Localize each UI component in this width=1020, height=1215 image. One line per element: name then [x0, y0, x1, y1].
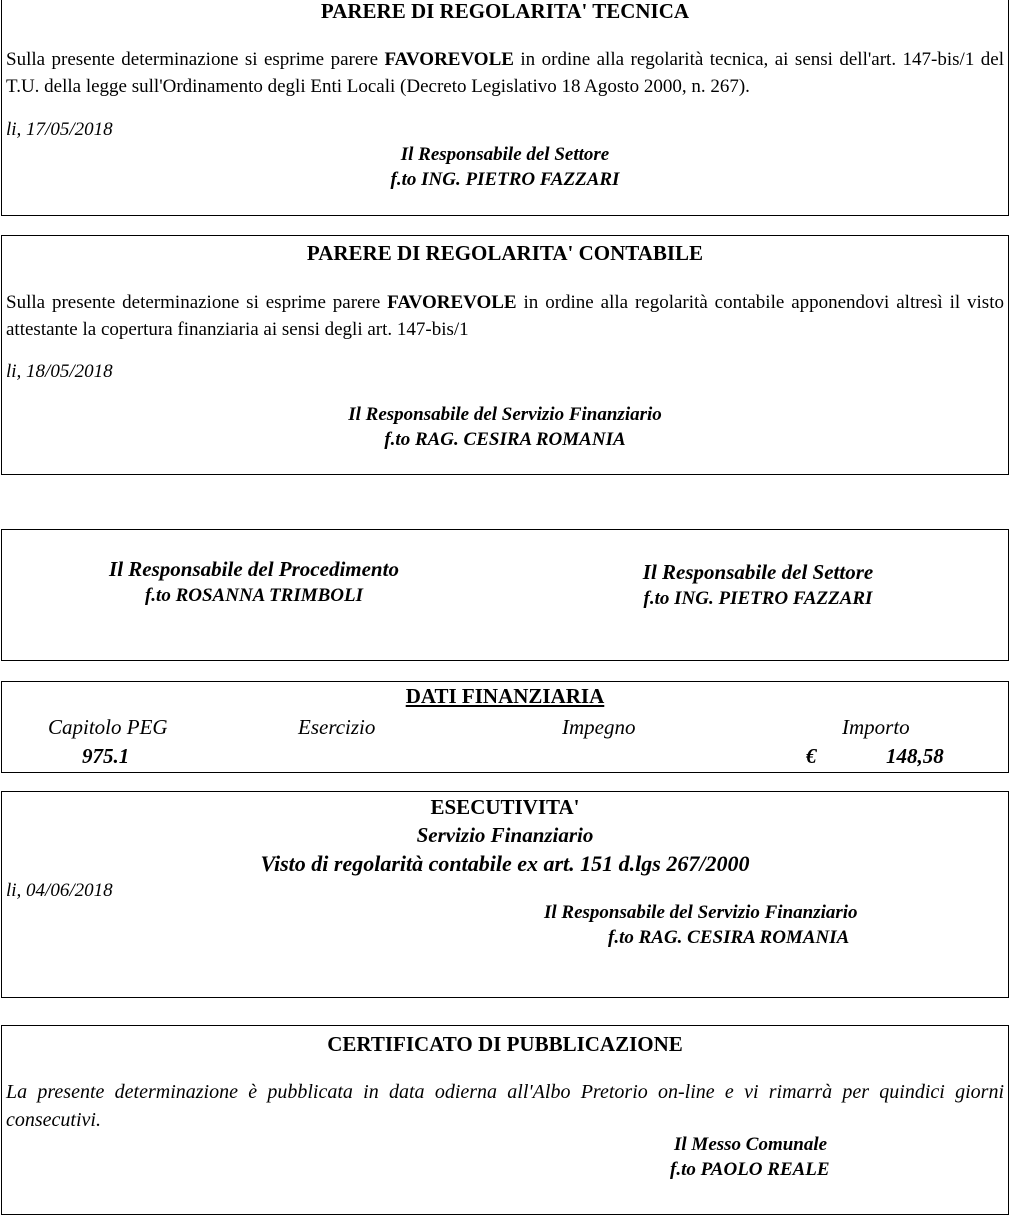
parere-contabile-sig-name: f.to RAG. CESIRA ROMANIA [384, 429, 626, 450]
col-impegno: Impegno [562, 715, 636, 739]
settore-name: f.to ING. PIETRO FAZZARI [643, 588, 873, 609]
parere-tecnica-sig-role: Il Responsabile del Settore [400, 144, 610, 165]
parere-contabile-text [6, 289, 1004, 343]
procedimento-name: f.to ROSANNA TRIMBOLI [144, 585, 364, 606]
text-part: Sulla presente determinazione si esprime parere [6, 292, 388, 313]
pubblicazione-box [1, 1025, 1009, 1215]
dati-finanziaria-box [1, 681, 1009, 773]
favorevole-label: FAVOREVOLE [387, 292, 517, 313]
pubblicazione-title: CERTIFICATO DI PUBBLICAZIONE [327, 1032, 683, 1056]
settore-role: Il Responsabile del Settore [642, 560, 874, 584]
esecutivita-sig-role: Il Responsabile del Servizio Finanziario [544, 902, 858, 923]
col-importo: Importo [842, 715, 910, 739]
pubblicazione-text: La presente determinazione è pubblicata in data odierna all'Albo Pretorio on-line e vi rimarrà per quindici giorni consecutivi. [6, 1081, 1004, 1131]
parere-contabile-box [1, 235, 1009, 475]
esecutivita-date: li, 04/06/2018 [6, 880, 113, 901]
parere-tecnica-sig-name: f.to ING. PIETRO FAZZARI [390, 169, 620, 190]
servizio-finanziario-label: Servizio Finanziario [416, 823, 594, 847]
favorevole-label: FAVOREVOLE [384, 49, 514, 70]
importo-value: 148,58 [886, 744, 944, 768]
text-part: in ordine alla regolarità contabile apponendovi altresì il visto attestante la copertura finanziaria ai sensi degli art. 147-bis/1 [6, 292, 1004, 340]
parere-tecnica-box [1, 0, 1009, 216]
currency-symbol: € [806, 744, 817, 768]
esecutivita-sig-name: f.to RAG. CESIRA ROMANIA [608, 927, 850, 948]
esecutivita-title: ESECUTIVITA' [430, 795, 580, 819]
text-part: Sulla presente determinazione si esprime parere [6, 49, 385, 70]
parere-contabile-date: li, 18/05/2018 [6, 361, 113, 382]
messo-comunale-name: f.to PAOLO REALE [670, 1159, 830, 1180]
capitolo-value: 975.1 [82, 744, 130, 768]
procedimento-role: Il Responsabile del Procedimento [109, 557, 399, 581]
responsabili-box [1, 529, 1009, 661]
col-esercizio: Esercizio [298, 715, 376, 739]
parere-contabile-title: PARERE DI REGOLARITA' CONTABILE [306, 241, 704, 265]
dati-finanziaria-title: DATI FINANZIARIA [405, 684, 605, 708]
col-capitolo-peg: Capitolo PEG [48, 715, 168, 739]
text-part: in ordine alla regolarità tecnica, ai sensi dell'art. 147-bis/1 del T.U. della legge sull'Ordinamento degli Enti Locali (Decreto Legislativo 18 Agosto 2000, n. 267). [6, 49, 1004, 97]
esecutivita-box [1, 791, 1009, 998]
visto-regolarita-label: Visto di regolarità contabile ex art. 151 d.lgs 267/2000 [260, 851, 750, 876]
messo-comunale-role: Il Messo Comunale [674, 1134, 828, 1155]
parere-tecnica-date: li, 17/05/2018 [6, 119, 113, 140]
parere-tecnica-text [6, 46, 1004, 100]
parere-contabile-sig-role: Il Responsabile del Servizio Finanziario [348, 404, 662, 425]
parere-tecnica-title: PARERE DI REGOLARITA' TECNICA [320, 0, 690, 23]
